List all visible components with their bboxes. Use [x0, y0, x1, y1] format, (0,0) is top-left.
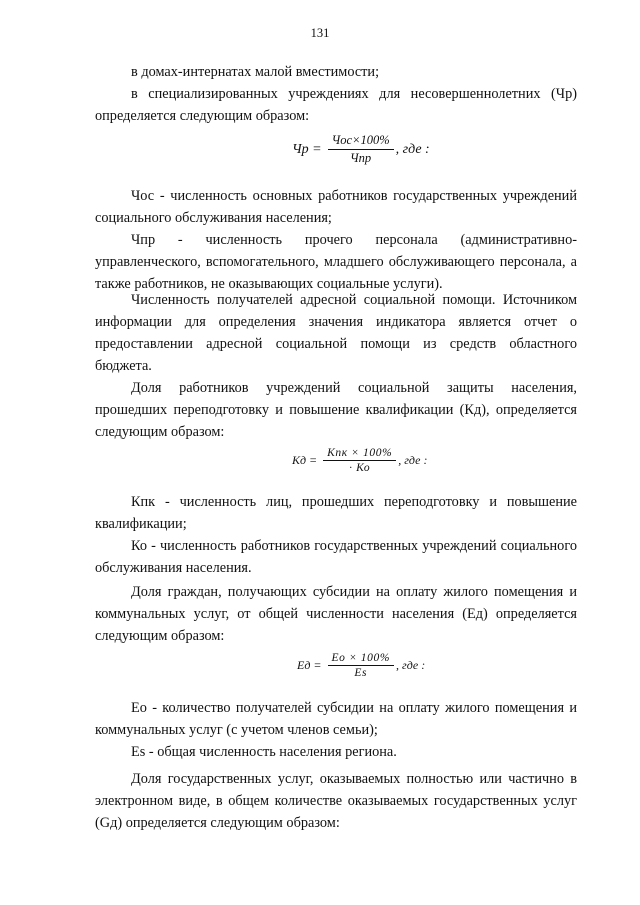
formula-lhs: Ед = — [297, 658, 322, 672]
text-block-ed-definitions — [95, 697, 577, 763]
formula-numerator: Ео × 100% — [328, 652, 395, 666]
text-block-gd-intro — [95, 768, 577, 834]
formula-lhs: Кд = — [292, 453, 318, 467]
formula-denominator: Чпр — [350, 151, 372, 165]
paragraph: Ео - количество получателей субсидии на оплату жилого помещения и коммунальных услуг (с учетом членов семьи); — [95, 700, 577, 738]
formula-ed — [297, 652, 425, 679]
text-block-intro — [95, 61, 577, 127]
formula-suffix: , где : — [395, 141, 430, 157]
paragraph: Es - общая численность населения региона. — [131, 744, 397, 760]
formula-kd — [292, 447, 427, 474]
paragraph: Численность получателей адресной социальной помощи. Источником информации для определения значения индикатора является отчет о предоставлении адресной социальной помощи из средств областного бюджета. — [95, 292, 577, 374]
text-block-social-aid — [95, 289, 577, 377]
paragraph: Доля граждан, получающих субсидии на оплату жилого помещения и коммунальных услуг, от общей численности населения (Ед) определяется следующим образом: — [95, 584, 577, 644]
paragraph: Кпк - численность лиц, прошедших переподготовку и повышение квалификации; — [95, 494, 577, 532]
formula-suffix: , где : — [396, 658, 426, 672]
paragraph: Доля государственных услуг, оказываемых полностью или частично в электронном виде, в общем количестве оказываемых государственных услуг (Gд) определяется следующим образом: — [95, 771, 577, 831]
formula-chr — [292, 133, 430, 166]
paragraph: в домах-интернатах малой вместимости; — [131, 64, 380, 80]
formula-fraction — [323, 447, 396, 474]
formula-numerator: Чос×100% — [328, 133, 394, 150]
formula-suffix: , где : — [398, 453, 428, 467]
page-number: 131 — [310, 26, 330, 40]
formula-numerator: Кпк × 100% — [323, 447, 396, 461]
formula-lhs: Чр = — [292, 141, 322, 157]
paragraph: Ко - численность работников государственных учреждений социального обслуживания населения. — [95, 538, 577, 576]
text-block-ed-intro — [95, 581, 577, 647]
paragraph: Чос - численность основных работников государственных учреждений социального обслуживания населения; — [95, 188, 577, 226]
text-block-kd-definitions — [95, 491, 577, 579]
text-block-chr-definitions — [95, 185, 577, 295]
paragraph: в специализированных учреждениях для несовершеннолетних (Чр) определяется следующим образом: — [95, 86, 577, 124]
paragraph: Чпр - численность прочего персонала (административно-управленческого, вспомогательного, младшего обслуживающего персонала, а также работников, не оказывающих социальные услуги). — [95, 232, 577, 292]
formula-denominator: Es — [354, 667, 368, 679]
formula-fraction — [328, 133, 394, 166]
formula-fraction — [328, 652, 395, 679]
formula-denominator: · Ко — [349, 462, 371, 474]
paragraph: Доля работников учреждений социальной защиты населения, прошедших переподготовку и повышение квалификации (Кд), определяется следующим образом: — [95, 380, 577, 440]
text-block-kd-intro — [95, 377, 577, 443]
